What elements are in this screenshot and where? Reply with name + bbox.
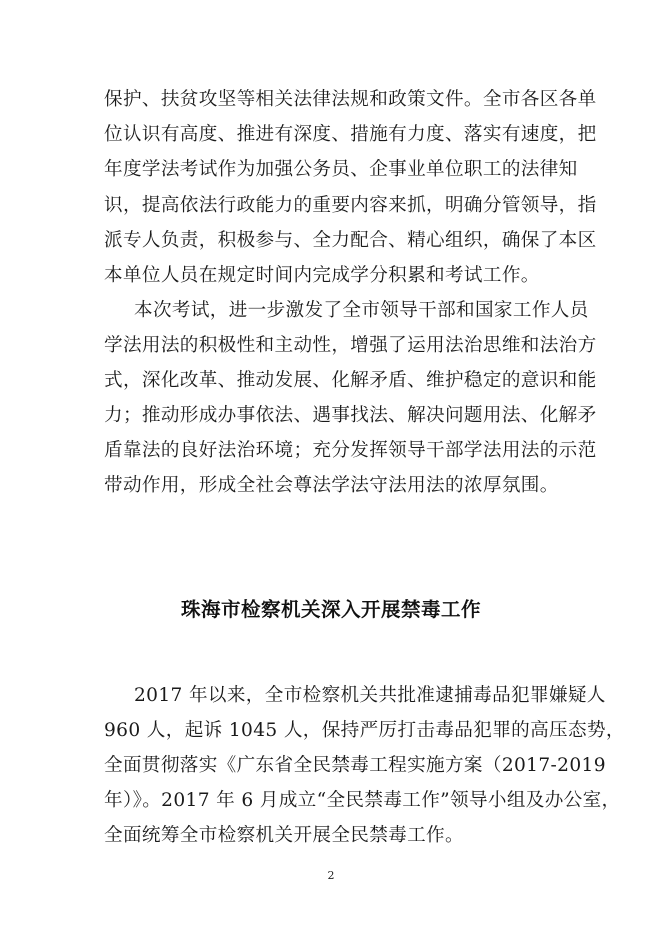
text-line: 年）》。2017 年 6 月成立“全民禁毒工作”领导小组及办公室， <box>104 790 621 811</box>
section-title: 珠海市检察机关深入开展禁毒工作 <box>180 598 481 621</box>
text-line: 识，提高依法行政能力的重要内容来抓，明确分管领导，指 <box>104 195 597 216</box>
text-line: 960 人，起诉 1045 人，保持严厉打击毒品犯罪的高压态势， <box>104 720 625 741</box>
text-line: 带动作用，形成全社会尊法学法守法用法的浓厚氛围。 <box>104 475 559 496</box>
text-line: 2017 年以来，全市检察机关共批准逮捕毒品犯罪嫌疑人 <box>134 685 606 706</box>
text-line: 全面贯彻落实《广东省全民禁毒工程实施方案（2017-2019 <box>104 755 606 776</box>
text-line: 学法用法的积极性和主动性，增强了运用法治思维和法治方 <box>104 335 597 356</box>
text-line: 派专人负责，积极参与、全力配合、精心组织，确保了本区 <box>104 230 597 251</box>
text-line: 位认识有高度、推进有深度、措施有力度、落实有速度，把 <box>104 124 597 145</box>
text-line: 力；推动形成办事依法、遇事找法、解决问题用法、化解矛 <box>104 405 597 426</box>
text-line: 本单位人员在规定时间内完成学分积累和考试工作。 <box>104 265 540 286</box>
page-number: 2 <box>327 869 335 882</box>
text-line: 式，深化改革、推动发展、化解矛盾、维护稳定的意识和能 <box>104 370 597 391</box>
text-line: 本次考试，进一步激发了全市领导干部和国家工作人员 <box>134 300 589 321</box>
text-line: 盾靠法的良好法治环境；充分发挥领导干部学法用法的示范 <box>104 440 597 461</box>
text-line: 全面统筹全市检察机关开展全民禁毒工作。 <box>104 825 464 846</box>
text-line: 年度学法考试作为加强公务员、企事业单位职工的法律知 <box>104 159 578 180</box>
text-line: 保护、扶贫攻坚等相关法律法规和政策文件。全市各区各单 <box>104 89 597 110</box>
